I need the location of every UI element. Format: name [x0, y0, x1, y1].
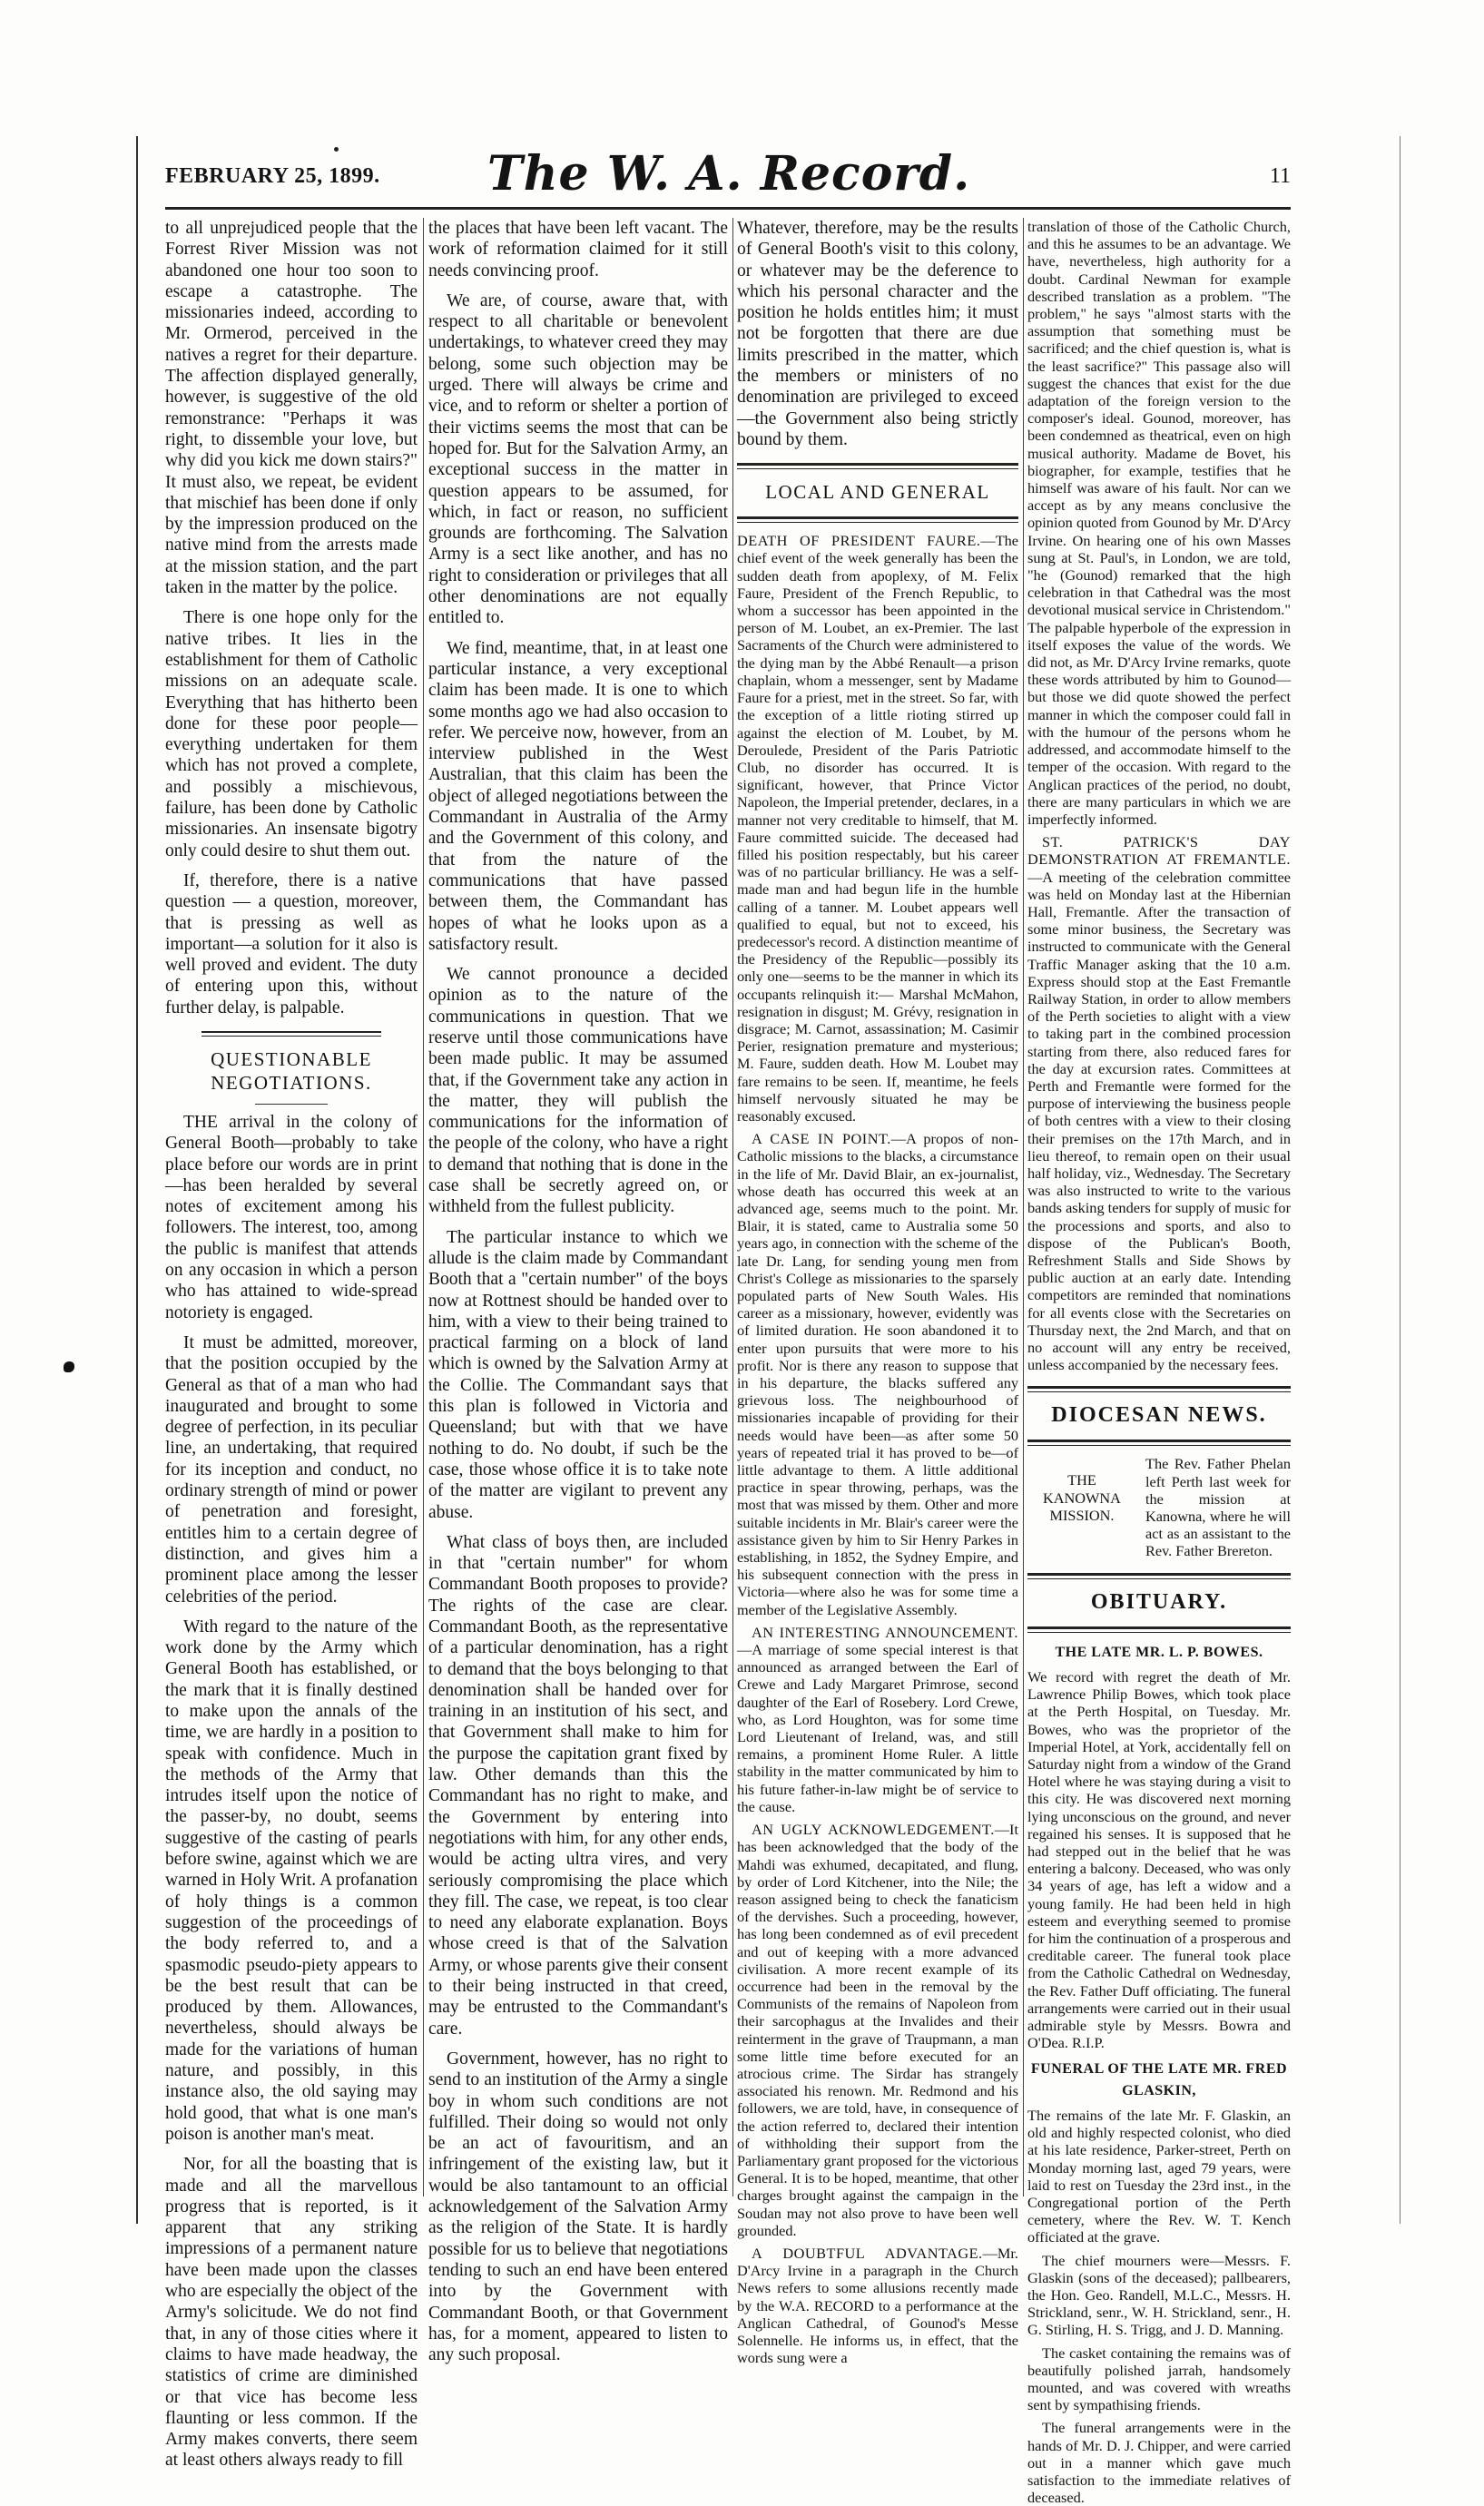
paragraph: Whatever, therefore, may be the results of General Booth's visit to this colony, or whatever may be the deference to which his personal character and the position he holds entitles him; it must not be forgotten that there are due limits prescribed in the matter, which the members or ministers of no denomination are privileged to exceed—the Government also being strictly bound by them.: [737, 219, 1018, 449]
paragraph: It must be admitted, moreover, that the position occupied by the General as that of a man who had inaugurated and brought to some degree of perfection, in its peculiar line, an undertaking, that required for its inception and conduct, no ordinary strength of mind or power of penetration and foresight, entitles him to a certain degree of distinction, and gives him a prominent place among the lesser celebrities of the period.: [165, 1332, 418, 1607]
column-4: [1027, 218, 1291, 2506]
obituary: [1027, 1668, 1291, 2051]
section-rule: [737, 516, 1018, 523]
paragraph: We find, meantime, that, in at least one particular instance, a very exceptional claim has been made. It is one to which some months ago we had also occasion to refer. We perceive now, however, from an interview published in the West Australian, that this claim has been the object of alleged negotiations between the Commandant in Australia of the Army and the Government of this colony, and that from the nature of the communications that have passed between them, the Commandant has hopes of what he looks upon as a satisfactory result.: [428, 638, 728, 954]
column-3: [737, 218, 1018, 2367]
paragraph: to all unprejudiced people that the Forrest River Mission was not abandoned one hour too soon to escape a catastrophe. The missionaries indeed, according to Mr. Ormerod, perceived in the natives a regret for their departure. The affection displayed generally, however, is suggestive of the old remonstrance: "Perhaps it was right, to dissemble your love, but why did you kick me down stairs?" It must also, we repeat, be evident that mischief has been done if only by the impression produced on the native mind from the arrests made at the mission station, and the part taken in the matter by the police.: [165, 219, 418, 598]
section-rule: [1027, 1440, 1291, 1446]
news-item-body: —A marriage of some special interest is that announced as arranged between the Earl of Crewe and Lady Margaret Primrose, second daughter of the Earl of Rosebery. Lord Crewe, who, as Lord Houghton, was for some time Lord Lieutenant of Ireland, was, and still remains, a prominent Home Ruler. A little stability in the matter communicated by him to his future father-in-law might be of service to the cause.: [737, 1641, 1018, 1815]
paragraph: With regard to the nature of the work done by the Army which General Booth has established, or the mark that it is finally destined to make upon the annals of the time, we are hardly in a position to speak with confidence. Much in the methods of the Army that intrudes itself upon the notice of the passer-by, no doubt, seems suggestive of the casting of pearls before swine, against which we are warned in Holy Writ. A profanation of holy things is a common suggestion of the proceedings of the body referred to, and a spasmodic pseudo-piety appears to be the best result that can be produced by them. Allowances, nevertheless, should always be made for the variations of human nature, and possibly, in this instance also, the old saying may hold good, that what is one man's poison is another man's meat.: [165, 1617, 418, 2144]
newspaper-title: The W. A. Record.: [487, 146, 971, 201]
section-rule: [1027, 1386, 1291, 1392]
paragraph: Nor, for all the boasting that is made and all the marvellous progress that is reported, is it apparent that any striking impressions of a permanent nature have been made upon the classes who are especially the object of the Army's solicitude. We do not find that, in any of those cities where it claims to have made headway, the statistics of crime are diminished or that vice has become less flaunting or less common. If the Army makes converts, there seem at least others always ready to fill: [165, 2155, 418, 2471]
news-items: [1027, 218, 1291, 1373]
news-item-title: AN UGLY ACKNOWLEDGEMENT.: [752, 1821, 995, 1839]
column-2: [428, 218, 728, 2365]
news-item: [737, 532, 1018, 1125]
news-item: [737, 1130, 1018, 1618]
column-rule: [423, 218, 424, 2196]
diocesan-item-body: The Rev. Father Phelan left Perth last week for the mission at Kanowna, where he will act as an assistant to the Rev. Father Brereton.: [1145, 1455, 1291, 1560]
news-item-title: DEATH OF PRESIDENT FAURE.: [737, 532, 981, 550]
news-item-body: —A propos of non-Catholic missions to the blacks, a circumstance in the life of Mr. David Blair, an ex-journalist, whose death has occurred this week at an advanced age, seems much to the point. Mr. Blair, it is stated, came to Australia some 50 years ago, in connection with the scheme of the late Dr. Lang, for sending young men from Christ's College as missionaries to the sparsely populated parts of New South Wales. His career as a missionary, however, evidently was of limited duration. He soon abandoned it to enter upon pursuits that were more to his profit. Nor is there any reason to suppose that in his departure, the blacks suffered any grievous loss. The neighbourhood of missionaries incapable of providing for their needs would have been—as after some 50 years of repeated trial it has proved to be—of little advantage to them. A little additional practice in spear throwing, perhaps, was the most that was missed by them. Other and more suitable incidents in Mr. Blair's career were the assistance given by him to Sir Henry Parkes in establishing, in 1852, the Sydney Empire, and his subsequent connection with the press in Victoria—where also he was for some time a member of the Legislative Assembly.: [737, 1130, 1018, 1618]
news-item-body: —Mr. D'Arcy Irvine in a paragraph in the Church News refers to some allusions recently made by the W.A. RECORD to a performance at the Anglican Cathedral, of Gounod's Messe Solennelle. He informs us, in effect, that the words sung were a: [737, 2244, 1018, 2367]
paragraph: We record with regret the death of Mr. Lawrence Philip Bowes, which took place at the Perth Hospital, on Tuesday. Mr. Bowes, who was the proprietor of the Imperial Hotel, at York, accidentally fell on Saturday night from a window of the Grand Hotel where he was staying during a visit to this city. He was discovered next morning lying unconscious on the ground, and never regained his senses. It is supposed that he had stepped out in the belief that he was entering a balcony. Deceased, who was only 34 years of age, has left a widow and a young family. He had been held in high esteem and everything seemed to promise for him the continuation of a prosperous and creditable career. The funeral took place from the Catholic Cathedral on Wednesday, the Rev. Father Duff officiating. The funeral arrangements were carried out in their usual admirable style by Messrs. Bowra and O'Dea. R.I.P.: [1027, 1667, 1291, 2052]
paragraph: We are, of course, aware that, with respect to all charitable or benevolent undertakings, to whatever creed they may belong, some such objection may be urged. There will always be crime and vice, and to reform or shelter a portion of their victims seems the most that can be hoped for. But for the Salvation Army, an exceptional success in the matter in question appears to be assumed, for which, in fact or reason, no sufficient grounds are forthcoming. The Salvation Army is a sect like another, and has no right to consideration or privileges that all other denominations are not equally entitled to.: [428, 290, 728, 628]
section-heading: DIOCESAN NEWS.: [1051, 1403, 1267, 1428]
news-item: [1027, 833, 1291, 1373]
column-rule: [1023, 218, 1024, 2196]
news-item-body: —It has been acknowledged that the body of the Mahdi was exhumed, decapitated, and flung, by order of Lord Kitchener, into the Nile; the reason assigned being to check the fanaticism of the dervishes. Such a proceeding, however, has long been condemned as of evil precedent and out of keeping with a more advanced civilisation. A more recent example of its occurrence had been in the removal by the Communists of the remains of Napoleon from their sarcophagus at the Invalides and their reinterment in the grave of Traupmann, a man some little time before executed for an atrocious crime. The Sirdar has strangely associated his renown. Mr. Redmond and his followers, we are told, have, in consequence of the action referred to, declared their intention of withholding their support from the Parliamentary grant proposed for the victorious General. It is to be hoped, meantime, that other charges brought against the campaign in the Soudan may not also prove to have been well grounded.: [737, 1821, 1018, 2239]
paragraph: the places that have been left vacant. The work of reformation claimed for it still needs convincing proof.: [428, 219, 728, 280]
paragraph: The particular instance to which we allude is the claim made by Commandant Booth that a "certain number" of the boys now at Rottnest should be handed over to him, with a view to their being trained to practical farming on a block of land which is owned by the Salvation Army at the Collie. The Commandant says that this plan is followed in Victoria and Queensland; but with that we have nothing to do. No doubt, if such be the case, those whose office it is to take note of the matter are vigilant to prevent any abuse.: [428, 1227, 728, 1522]
obituary-heading: THE LATE MR. L. P. BOWES.: [1055, 1644, 1263, 1660]
paragraph: The remains of the late Mr. F. Glaskin, an old and highly respected colonist, who died at his late residence, Parker-street, Perth on Monday morning last, aged 79 years, were laid to rest on Tuesday the 23rd inst., in the Congregational portion of the Perth cemetery, where the Rev. W. T. Kench officiated at the grave.: [1027, 2106, 1291, 2246]
paragraph: THE arrival in the colony of General Booth—probably to take place before our words are in print—has been heralded by several notes of excitement among his followers. The interest, too, among the public is manifest that attends on any occasion in which a person who has attained to wide-spread notoriety is engaged.: [165, 1112, 418, 1322]
section-rule: [1027, 1626, 1291, 1633]
paragraph: The chief mourners were—Messrs. F. Glaskin (sons of the deceased); pallbearers, the Hon. Geo. Randell, M.L.C., Messrs. H. Strickland, senr., W. H. Strickland, senr., H. G. Stirling, H. S. Trigg, and J. D. Manning.: [1027, 2251, 1291, 2339]
paragraph: Government, however, has no right to send to an institution of the Army a single boy in whom such conditions are not fulfilled. Their doing so would not only be an act of favouritism, and an infringement of the existing law, but it would be also tantamount to an official acknowledgement of the Salvation Army as the religion of the State. It is hardly possible for us to believe that negotiations tending to such an end have been entered into by the Government with Commandant Booth, or that Government has, for a moment, appeared to listen to any such proposal.: [428, 2049, 728, 2365]
paragraph: translation of those of the Catholic Church, and this he assumes to be an advantage. We have, nevertheless, high authority for a doubt. Cardinal Newman for example described translation as a problem. "The problem," he says "almost starts with the assumption that something must be sacrificed; and the chief question is, what is the least sacrifice?" This passage also will suggest the chances that exist for the due adaptation of the foreign version to the composer's ideal. Gounod, moreover, has been condemned as theatrical, even on high musical authority. Madame de Bovet, his biographer, for example, testifies that he himself was aware of his fault. Nor can we accept as by any means conclusive the opinion quoted from Gounod by Mr. D'Arcy Irvine. On hearing one of his own Masses sung at St. Paul's, in London, we are told, "he (Gounod) remarked that the high celebration in that Cathedral was the most devotional musical service in Christendom." The palpable hyperbole of the expression in itself exposes the value of the words. We did not, as Mr. D'Arcy Irvine remarks, quote these words attributed by him to Gounod—but those we did quote showed the perfect manner in which the composer could fall in with the humour of the persons whom he addressed, and accommodate himself to the temper of the occasion. With regard to the Anglican practices of the period, no doubt, there are many particulars in which we are imperfectly informed.: [1027, 218, 1291, 828]
article-heading: QUESTIONABLE NEGOTIATIONS.: [211, 1047, 372, 1094]
paragraph: The funeral arrangements were in the hands of Mr. D. J. Chipper, and were carried out in a manner which gave much satisfaction to the immediate relatives of deceased.: [1027, 2419, 1291, 2506]
paragraph: The casket containing the remains was of beautifully polished jarrah, handsomely mounted, and was covered with wreaths sent by sympathising friends.: [1027, 2344, 1291, 2414]
news-item-body: —The chief event of the week generally has been the sudden death from apoplexy, of M. Felix Faure, President of the French Republic, to whom a successor has been appointed in the person of M. Loubet, an ex-Premier. The last Sacraments of the Church were administered to the dying man by the Abbé Renault—a prison chaplain, whom a messenger, sent by Madame Faure for a priest, met in the street. So far, with the exception of a little rioting stirred up against the election of M. Loubet, by M. Deroulede, President of the Paris Patriotic Club, no disorder has occurred. It is significant, however, that Prince Victor Napoleon, the Imperial pretender, declares, in a manner not very creditable to himself, that M. Faure committed suicide. The deceased had filled his position respectably, but his career was of no particular brilliancy. He was a self-made man and had begun life in the humble calling of a tanner. M. Loubet appears well qualified to equal, but not to exceed, his predecessor's record. A distinction meantime of the Presidency of the Republic—possibly its only one—seems to be the manner in which its occupants relinquish it:— Marshal McMahon, resignation in disgust; M. Grévy, resignation in disgrace; M. Carnot, assassination; M. Casimir Perier, resignation premature and mysterious; M. Faure, sudden death. How M. Loubet may fare remains to be seen. If, meantime, he feels himself nervously situated he may be reasonably excused.: [737, 532, 1018, 1125]
diocesan-item-title: THE KANOWNA MISSION.: [1043, 1471, 1121, 1524]
masthead: [165, 146, 1291, 204]
section-rule: [1027, 1573, 1291, 1579]
section-rule: [201, 1031, 381, 1037]
section-heading: OBITUARY.: [1090, 1589, 1228, 1614]
news-items: [737, 532, 1018, 2366]
news-item-title: A DOUBTFUL ADVANTAGE.: [752, 2244, 983, 2262]
ink-blot: [64, 1361, 74, 1372]
news-item: [737, 1624, 1018, 1815]
paragraph: We cannot pronounce a decided opinion as to the nature of the communications in question. That we reserve until those communications have been made public. It may be assumed that, if the Government take any action in the matter, they will publish the communications for the information of the people of the colony, who have a right to demand that nothing that is done in the case shall be secretly agreed on, or withheld from the fullest publicity.: [428, 965, 728, 1217]
paragraph: What class of boys then, are included in that "certain number" for whom Commandant Booth proposes to provide? The rights of the case are clear. Commandant Booth, as the representative of a particular denomination, has a right to demand that the boys belonging to that denomination shall be handed over for training in an institution of his sect, and that Government shall make to him for the purpose the capitation grant fixed by law. Other demands than this the Commandant has no right to make, and the Government by entering into negotiations with him, for any other ends, would be acting ultra vires, and very seriously compromising the place which they fill. The case, we repeat, is too clear to need any elaborate explanation. Boys whose creed is that of the Salvation Army, or whose parents give their consent to their being instructed in that creed, may be entrusted to the Commandant's care.: [428, 1532, 728, 2039]
news-item-title: A CASE IN POINT.: [752, 1130, 891, 1148]
news-item-title: AN INTERESTING ANNOUNCEMENT.: [752, 1623, 1018, 1641]
column-1: [165, 218, 418, 2471]
paragraph: If, therefore, there is a native question — a question, moreover, that is pressing as well as important—a solution for it also is well proved and evident. The duty of entering upon this, without further delay, is palpable.: [165, 870, 418, 1017]
news-item: [737, 2245, 1018, 2366]
section-rule: [737, 463, 1018, 469]
section-heading: LOCAL AND GENERAL: [765, 481, 990, 504]
obituary: [1027, 2107, 1291, 2506]
news-item: [737, 1821, 1018, 2239]
news-item-body: —A meeting of the celebration committee was held on Monday last at the Hibernian Hall, Fremantle. After the transaction of some minor business, the Secretary was instructed to communicate with the General Traffic Manager asking that the 10 a.m. Express should stop at the East Fremantle Railway Station, in order to allow members of the Perth societies to alight with a view to taking part in the combined procession starting from there, also reduced fares for the day at excursion rates. Committees at Perth and Fremantle were formed for the purpose of interviewing the business people of both centres with a view to their closing their premises on the 17th March, and in lieu thereof, to remain open on their usual half holiday, viz., Wednesday. The Secretary was also instructed to write to the various bands asking tenders for supply of music for the processions and sports, and also to dispose of the Publican's Booth, Refreshment Stalls and Side Shows by public auction at an early date. Intending competitors are reminded that nominations for all events close with the Secretaries on Thursday next, the 2nd March, and that on no account will any entry be received, unless accompanied by the necessary fees.: [1027, 868, 1291, 1374]
page-number: 11: [1269, 164, 1291, 188]
obituary-heading: FUNERAL OF THE LATE MR. FRED GLASKIN,: [1030, 2061, 1288, 2098]
news-item-title: ST. PATRICK'S DAY DEMONSTRATION AT FREMANTLE.: [1027, 833, 1291, 869]
paragraph: There is one hope only for the native tribes. It lies in the establishment for them of Catholic missions on an adequate scale. Everything that has hitherto been done for these poor people—everything undertaken for them which has not proved a complete, and possibly a mischievous, failure, has been done by Catholic missionaries. An insensate bigotry only could desire to shut them out.: [165, 608, 418, 860]
masthead-rule: [165, 207, 1291, 210]
heading-rule: [255, 1104, 328, 1105]
diocesan-item: [1027, 1455, 1291, 1559]
issue-date: FEBRUARY 25, 1899.: [165, 164, 380, 188]
column-rule: [732, 218, 733, 2196]
